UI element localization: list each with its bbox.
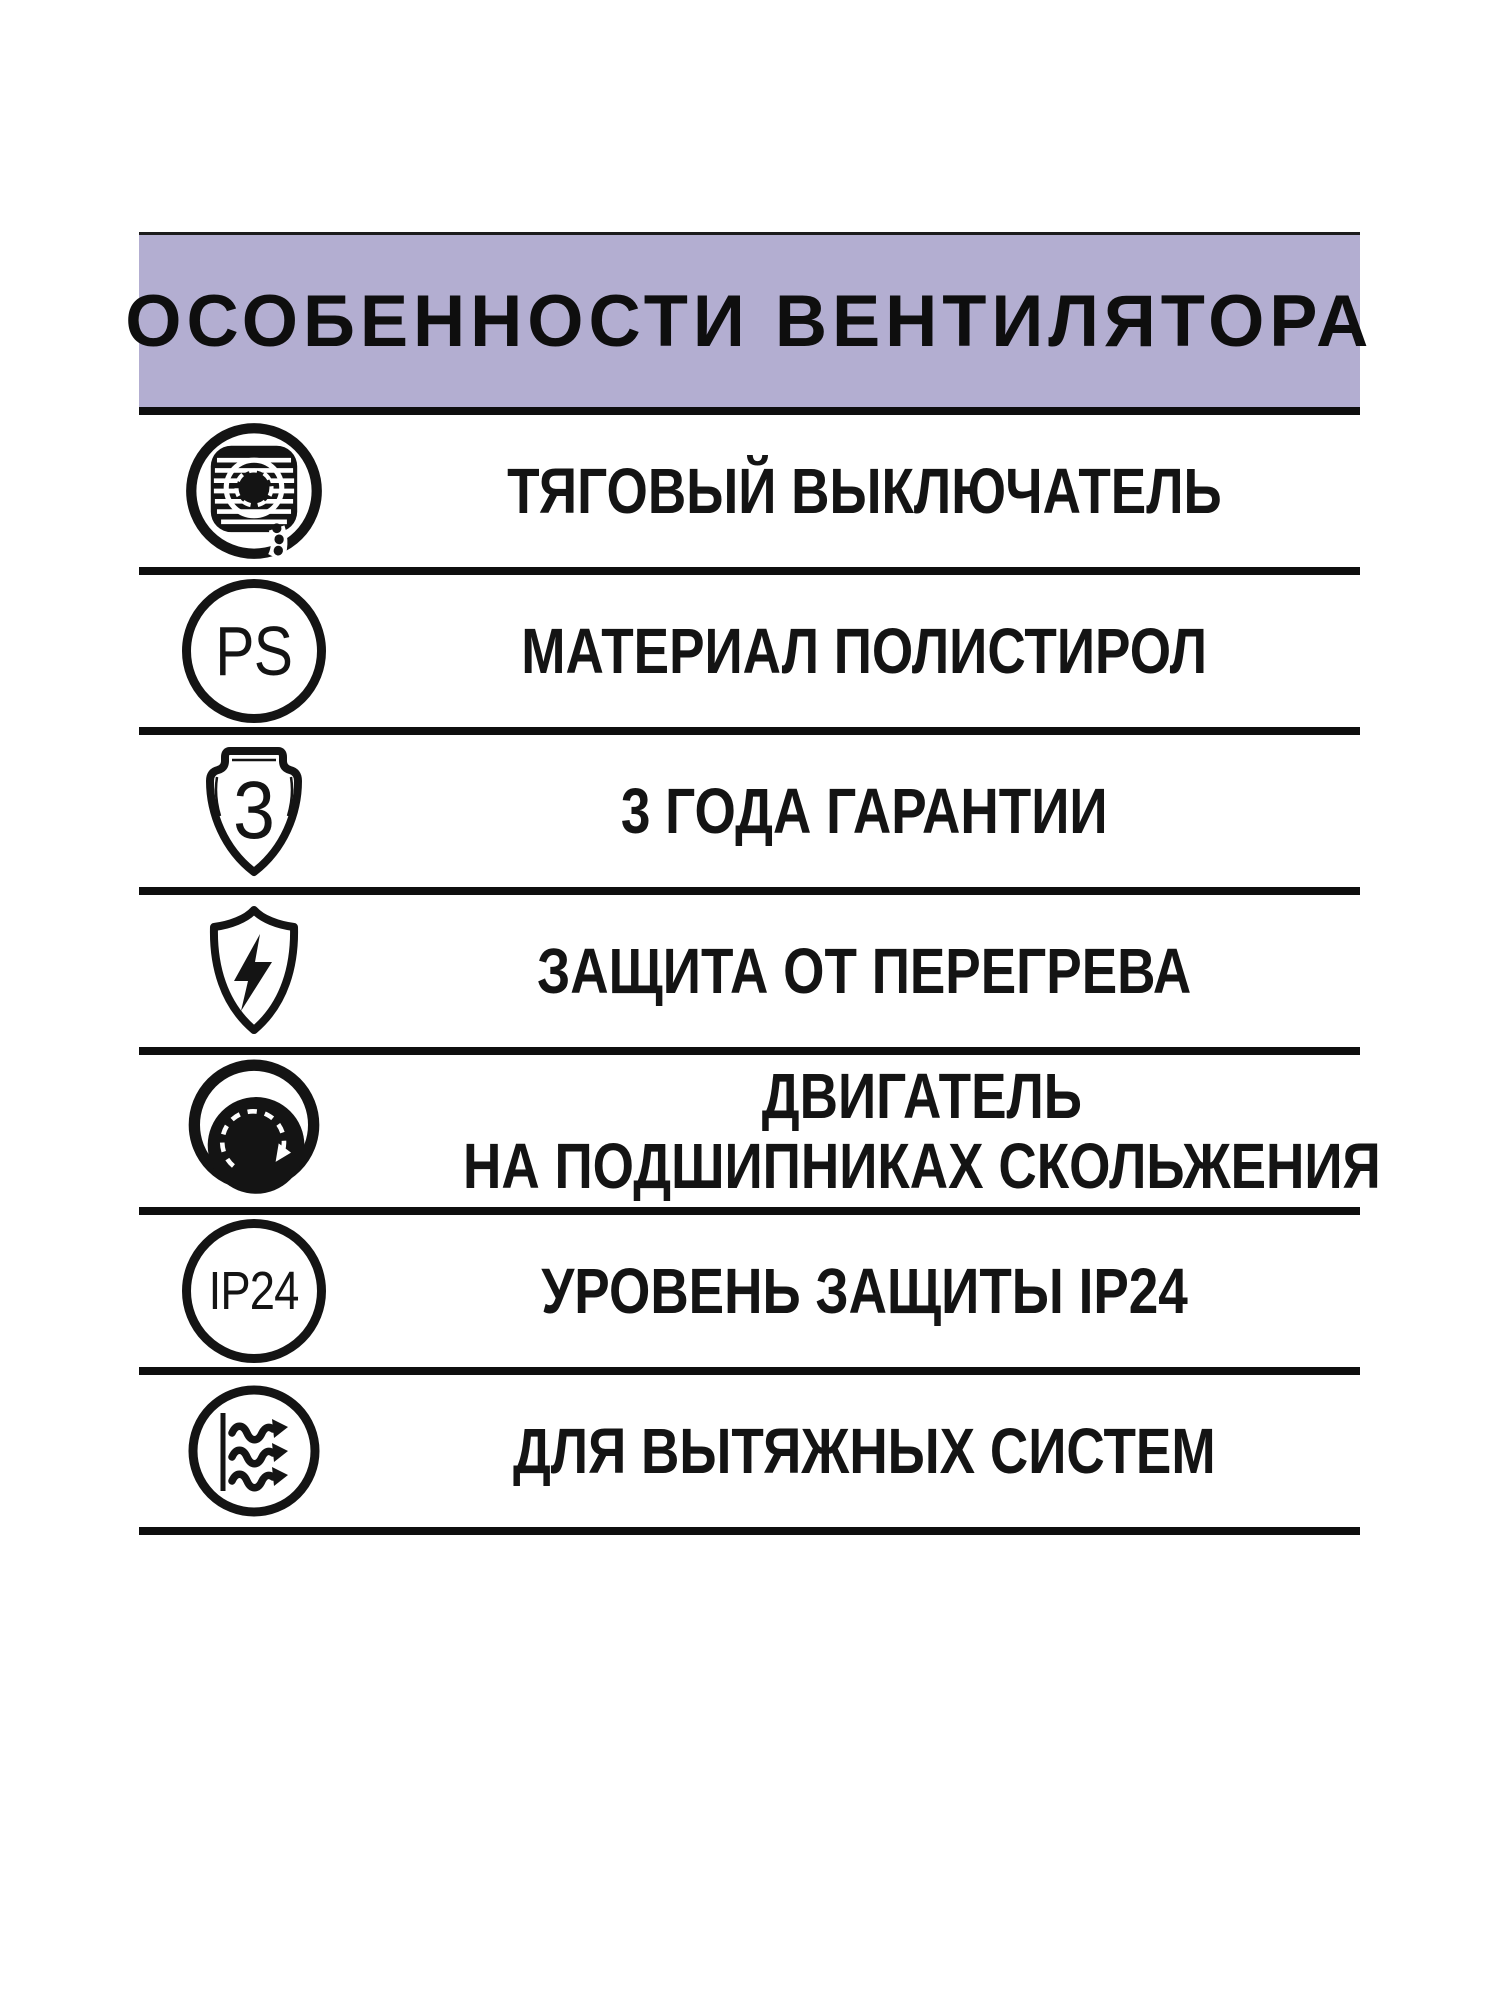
- feature-label-line2: НА ПОДШИПНИКАХ СКОЛЬЖЕНИЯ: [462, 1130, 1381, 1202]
- warranty-shield-svg: [184, 741, 324, 881]
- ip-rating-icon: [139, 1219, 369, 1363]
- feature-row-material: [139, 575, 1360, 735]
- pull-switch-icon-svg: [182, 419, 326, 563]
- overheat-shield-svg: [184, 901, 324, 1041]
- overheat-protection-icon: [139, 901, 369, 1041]
- feature-label: МАТЕРИАЛ ПОЛИСТИРОЛ: [521, 615, 1208, 687]
- sliding-bearing-motor-icon: [139, 1059, 369, 1203]
- warranty-shield-icon: [139, 741, 369, 881]
- feature-label: УРОВЕНЬ ЗАЩИТЫ IP24: [541, 1255, 1188, 1327]
- feature-label: ДЛЯ ВЫТЯЖНЫХ СИСТЕМ: [513, 1415, 1216, 1487]
- feature-row-ip: [139, 1215, 1360, 1375]
- ip-rating-badge: [182, 1219, 326, 1363]
- header-bar: [125, 232, 1374, 407]
- feature-row-motor: [139, 1055, 1381, 1215]
- polystyrene-badge-text: PS: [215, 612, 293, 690]
- features-table: [139, 407, 1381, 1535]
- warranty-years-text: 3: [233, 764, 275, 856]
- exhaust-icon-svg: [184, 1381, 324, 1521]
- feature-row-pull-switch: [139, 415, 1360, 575]
- feature-label: 3 ГОДА ГАРАНТИИ: [621, 775, 1108, 847]
- pull-switch-icon: [139, 419, 369, 563]
- feature-label-line1: ДВИГАТЕЛЬ: [761, 1060, 1082, 1132]
- polystyrene-icon: [139, 579, 369, 723]
- feature-row-exhaust: [139, 1375, 1360, 1535]
- exhaust-system-icon: [139, 1381, 369, 1521]
- motor-icon-svg: [182, 1059, 326, 1203]
- ip-rating-badge-text: IP24: [209, 1261, 299, 1321]
- polystyrene-badge: [182, 579, 326, 723]
- feature-row-overheat: [139, 895, 1360, 1055]
- features-panel: [125, 232, 1381, 1535]
- feature-label: ТЯГОВЫЙ ВЫКЛЮЧАТЕЛЬ: [507, 455, 1222, 527]
- page-title: ОСОБЕННОСТИ ВЕНТИЛЯТОРА: [125, 280, 1374, 362]
- feature-label: ЗАЩИТА ОТ ПЕРЕГРЕВА: [537, 935, 1192, 1007]
- feature-row-warranty: [139, 735, 1360, 895]
